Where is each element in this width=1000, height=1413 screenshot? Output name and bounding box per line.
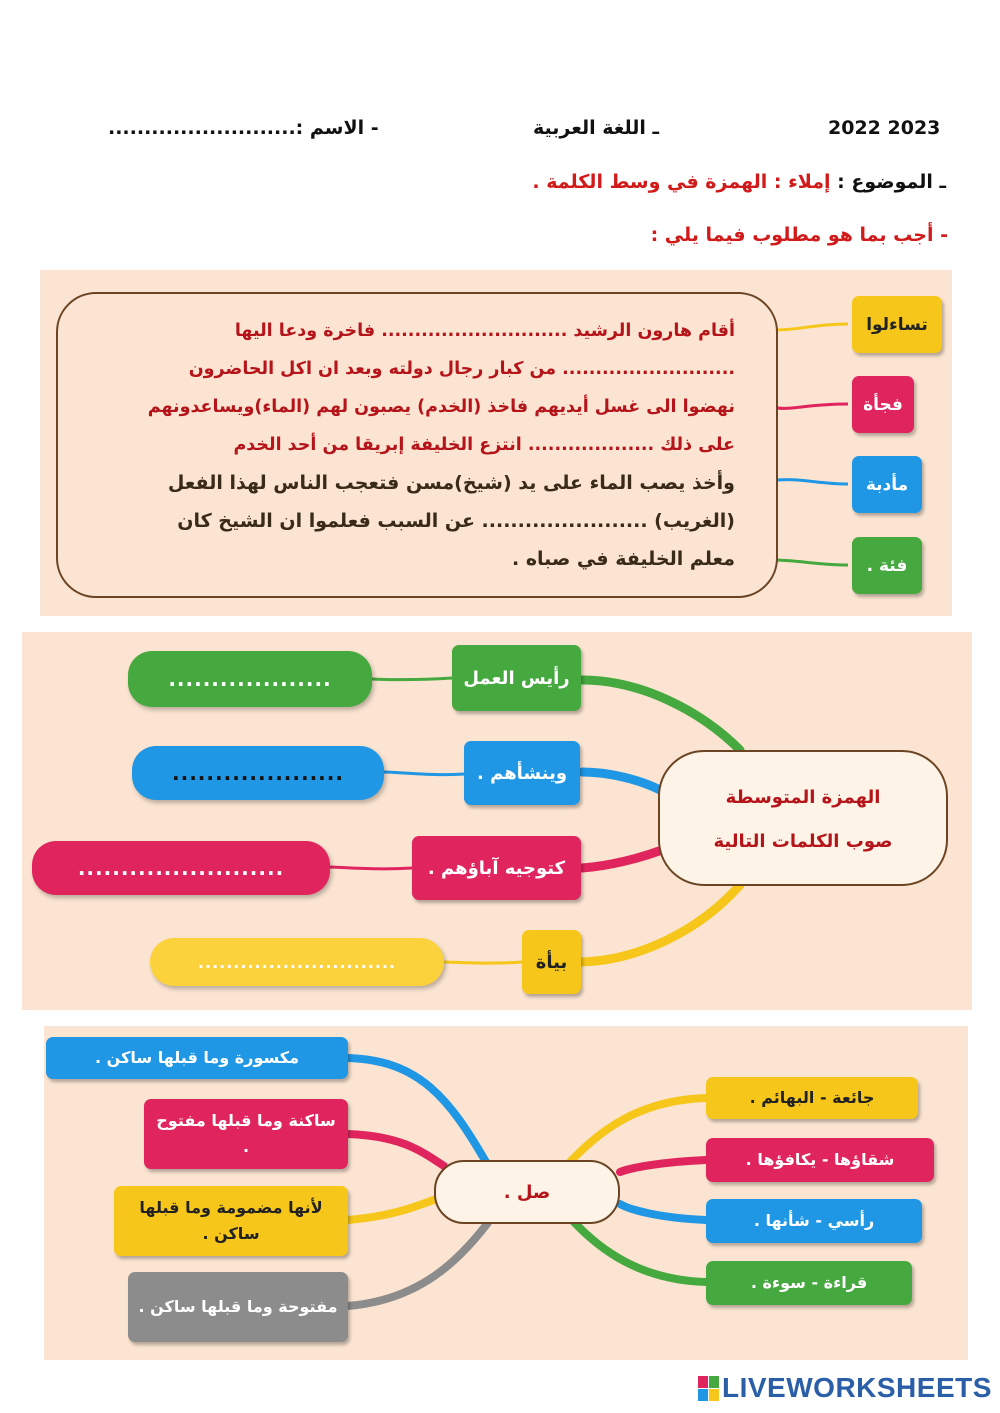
match-left-4[interactable]: مفتوحة وما قبلها ساكن . [128,1272,348,1342]
word-tag-tasaalu[interactable]: تساءلوا [852,296,942,353]
match-right-1[interactable]: جائعة - البهائم . [706,1077,918,1119]
school-year: 2023 2022 [828,117,941,139]
passage-line: على ذلك ................... انتزع الخليفة إبريقا من أحد الخدم [233,435,735,455]
center-title: الهمزة المتوسطة [725,787,881,808]
topic-label: ـ الموضوع : [830,171,946,193]
liveworksheets-logo-icon [698,1376,720,1402]
match-left-1[interactable]: مكسورة وما قبلها ساكن . [46,1037,348,1079]
answer-field-4[interactable]: ............................ [150,938,444,986]
answer-field-3[interactable]: ........................ [32,841,330,895]
match-right-2[interactable]: شقاؤها - يكافؤها . [706,1138,934,1182]
name-field[interactable]: - الاسم :.......................... [108,117,379,139]
liveworksheets-brand: LIVEWORKSHEETS [722,1372,992,1403]
answer-field-2[interactable]: .................... [132,746,384,800]
word-tag-maduba[interactable]: مأدبة [852,456,922,513]
exercise3-center-node: صل . [434,1160,620,1224]
match-left-3[interactable]: لأنها مضمومة وما قبلها ساكن . [114,1186,348,1256]
instruction: - أجب بما هو مطلوب فيما يلي : [650,224,948,246]
word-abaauhum[interactable]: كتوجيه آباؤهم . [412,836,581,900]
passage-line: (الغريب) ....................... عن السبب فعلموا ان الشيخ كان [177,510,735,532]
passage-line: نهضوا الى غسل أيديهم فاخذ (الخدم) يصبون لهم (الماء)ويساعدونهم [147,397,735,417]
answer-field-1[interactable]: ................... [128,651,372,707]
subject-label: ـ اللغة العربية [533,117,659,139]
match-right-3[interactable]: رأسي - شأنها . [706,1199,922,1243]
passage-line: أقام هارون الرشيد ............................ فاخرة ودعا اليها [234,321,735,341]
passage-line: وأخذ يصب الماء على يد (شيخ)مسن فتعجب الناس لهذا الفعل [167,472,735,494]
word-yunshiuhum[interactable]: وينشأهم . [464,741,580,805]
match-right-4[interactable]: قراءة - سوءة . [706,1261,912,1305]
center-subtitle: صوب الكلمات التالية [713,831,893,852]
word-biaa[interactable]: بيأة [522,930,581,994]
topic-value: إملاء : الهمزة في وسط الكلمة . [532,171,831,193]
passage-line: معلم الخليفة في صباه . [512,548,735,570]
passage-line: .......................... من كبار رجال دولته وبعد ان اكل الحاضرون [188,359,735,379]
word-rais-alamal[interactable]: رأيس العمل [452,645,581,711]
word-tag-fia[interactable]: فئة . [852,537,922,594]
match-left-2[interactable]: ساكنة وما قبلها مفتوح . [144,1099,348,1169]
word-tag-fajaa[interactable]: فجأة [852,376,914,433]
